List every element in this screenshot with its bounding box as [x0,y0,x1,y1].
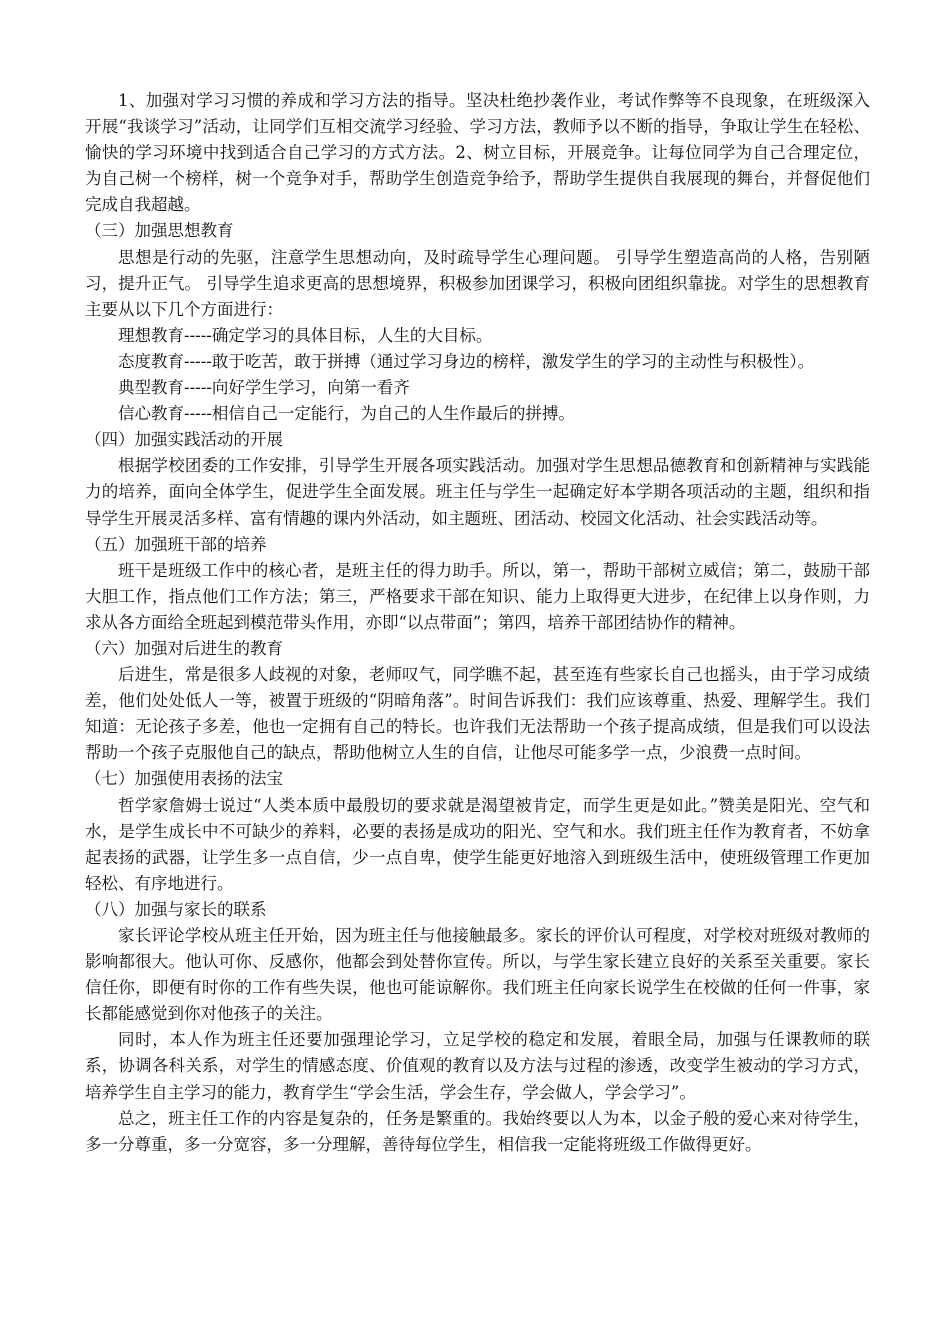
list-item-model-education: 典型教育-----向好学生学习，向第一看齐 [118,378,410,398]
document-body [85,88,870,1158]
list-item-confidence-education: 信心教育-----相信自己一定能行，为自己的人生作最后的拼搏。 [118,404,575,424]
list-item-attitude-education: 态度教育-----敢于吃苦，敢于拼搏（通过学习身边的榜样，激发学生的学习的主动性与积极性）。 [118,351,815,371]
heading-ideological-education: （三）加强思想教育 [85,221,234,241]
paragraph-theory-study: 同时，本人作为班主任还要加强理论学习，立足学校的稳定和发展，着眼全局，加强与任课教师的联系，协调各科关系，对学生的情感态度、价值观的教育以及方法与过程的渗透，改变学生被动的学习方式，培养学生自主学习的能力，教育学生“学会生活，学会生存，学会做人，学会学习”。 [85,1030,870,1102]
paragraph-practice-activities: 根据学校团委的工作安排，引导学生开展各项实践活动。加强对学生思想品德教育和创新精神与实践能力的培养，面向全体学生，促进学生全面发展。班主任与学生一起确定好本学期各项活动的主题，组织和指导学生开展灵活多样、富有情趣的课内外活动，如主题班、团活动、校园文化活动、社会实践活动等。 [85,456,870,528]
heading-underachievers: （六）加强对后进生的教育 [85,638,283,658]
heading-class-cadres: （五）加强班干部的培养 [85,534,267,554]
paragraph-underachievers: 后进生，常是很多人歧视的对象，老师叹气，同学瞧不起，甚至连有些家长自己也摇头，由于学习成绩差，他们处处低人一等，被置于班级的“阴暗角落”。时间告诉我们：我们应该尊重、热爱、理解学生。我们知道：无论孩子多差，他也一定拥有自己的特长。也许我们无法帮助一个孩子提高成绩，但是我们可以设法帮助一个孩子克服他自己的缺点，帮助他树立人生的自信，让他尽可能多学一点，少浪费一点时间。 [85,665,870,763]
paragraph-conclusion: 总之，班主任工作的内容是复杂的，任务是繁重的。我始终要以人为本，以金子般的爱心来对待学生，多一分尊重，多一分宽容，多一分理解，善待每位学生，相信我一定能将班级工作做得更好。 [85,1108,870,1154]
paragraph-ideological-intro: 思想是行动的先驱，注意学生思想动向，及时疏导学生心理问题。 引导学生塑造高尚的人格，告别陋习，提升正气。 引导学生追求更高的思想境界，积极参加团课学习，积极向团组织靠拢。对学生的思想教育主要从以下几个方面进行： [85,247,870,319]
heading-parent-contact: （八）加强与家长的联系 [85,899,267,919]
paragraph-praise: 哲学家詹姆士说过“人类本质中最殷切的要求就是渴望被肯定，而学生更是如此。”赞美是阳光、空气和水，是学生成长中不可缺少的养料，必要的表扬是成功的阳光、空气和水。我们班主任作为教育者，不妨拿起表扬的武器，让学生多一点自信，少一点自卑，使学生能更好地溶入到班级生活中，使班级管理工作更加轻松、有序地进行。 [85,795,870,893]
heading-praise: （七）加强使用表扬的法宝 [85,769,283,789]
list-item-ideal-education: 理想教育-----确定学习的具体目标，人生的大目标。 [118,325,493,345]
paragraph-study-habits: 1、加强对学习习惯的养成和学习方法的指导。坚决杜绝抄袭作业，考试作弊等不良现象，在班级深入开展“我谈学习”活动，让同学们互相交流学习经验、学习方法，教师予以不断的指导，争取让学生在轻松、愉快的学习环境中找到适合自己学习的方式方法。2、树立目标，开展竞争。让每位同学为自己合理定位，为自己树一个榜样，树一个竞争对手，帮助学生创造竞争给予，帮助学生提供自我展现的舞台，并督促他们完成自我超越。 [85,91,870,215]
paragraph-parent-contact: 家长评论学校从班主任开始，因为班主任与他接触最多。家长的评价认可程度，对学校对班级对教师的影响都很大。他认可你、反感你，他都会到处替你宣传。所以，与学生家长建立良好的关系至关重要。家长信任你，即便有时你的工作有些失误，他也可能谅解你。我们班主任向家长说学生在校做的任何一件事，家长都能感觉到你对他孩子的关注。 [85,926,870,1024]
heading-practice-activities: （四）加强实践活动的开展 [85,430,283,450]
paragraph-class-cadres: 班干是班级工作中的核心者，是班主任的得力助手。所以，第一，帮助干部树立威信；第二，鼓励干部大胆工作，指点他们工作方法；第三，严格要求干部在知识、能力上取得更大进步，在纪律上以身作则，力求从各方面给全班起到模范带头作用，亦即“以点带面”；第四，培养干部团结协作的精神。 [85,560,870,632]
